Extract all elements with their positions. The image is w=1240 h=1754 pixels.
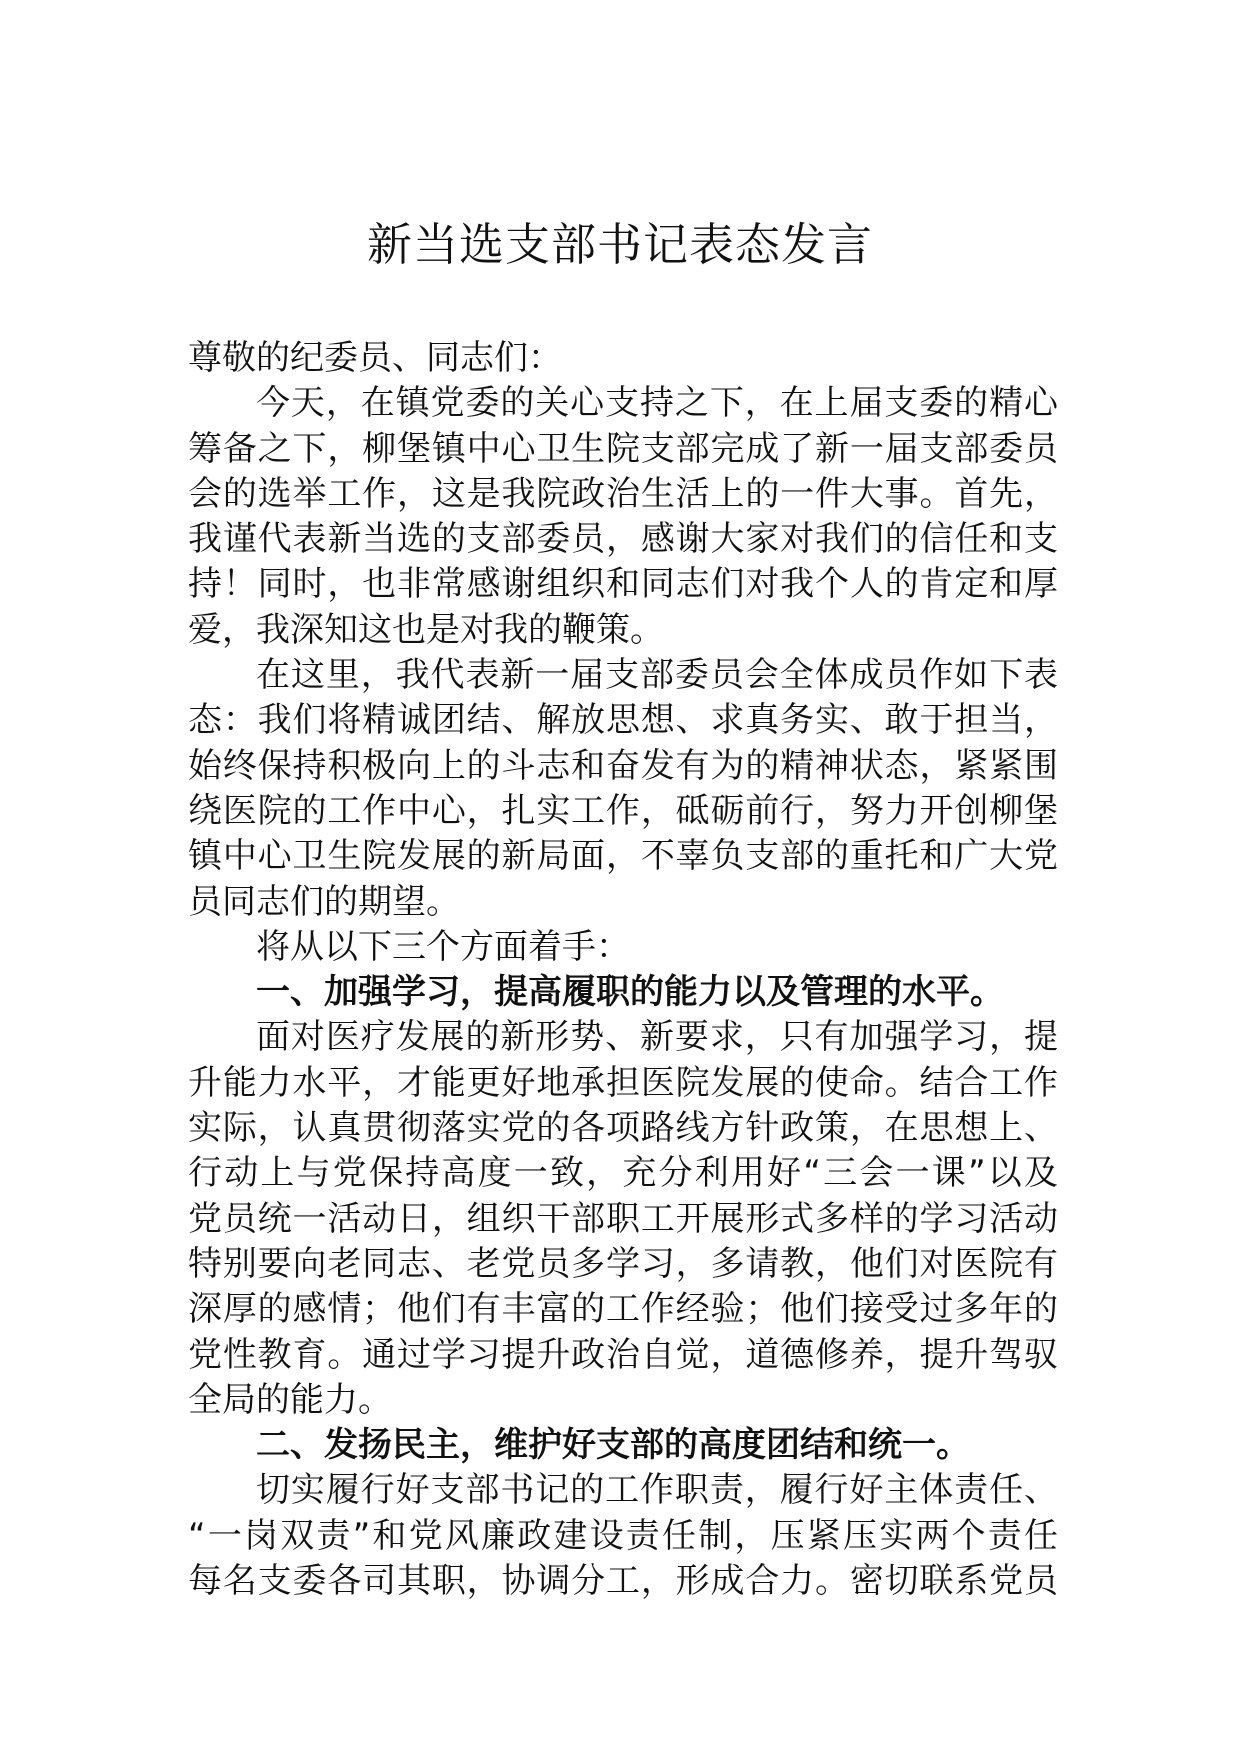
section-heading-line: 一、加强学习，提高履职的能力以及管理的水平。 [256, 972, 1004, 1013]
body-text-line: 绕医院的工作中心，扎实工作，砥砺前行，努力开创柳堡 [188, 790, 1058, 831]
body-text-line: “一岗双责”和党风廉政建设责任制，压紧压实两个责任 [188, 1515, 1058, 1556]
body-text-line: 切实履行好支部书记的工作职责，履行好主体责任、 [256, 1470, 1058, 1511]
body-text-line: 我谨代表新当选的支部委员，感谢大家对我们的信任和支 [188, 519, 1058, 560]
body-text-line: 始终保持积极向上的斗志和奋发有为的精神状态，紧紧围 [188, 745, 1058, 786]
body-text-line: 面对医疗发展的新形势、新要求，只有加强学习，提 [256, 1017, 1058, 1058]
body-text-line: 镇中心卫生院发展的新局面，不辜负支部的重托和广大党 [188, 836, 1058, 877]
document-title: 新当选支部书记表态发言 [366, 218, 873, 271]
body-text-line: 实际，认真贯彻落实党的各项路线方针政策，在思想上、 [188, 1108, 1058, 1149]
body-text-line: 持！同时，也非常感谢组织和同志们对我个人的肯定和厚 [188, 564, 1058, 605]
body-text-line: 筹备之下，柳堡镇中心卫生院支部完成了新一届支部委员 [188, 428, 1058, 469]
body-text-line: 尊敬的纪委员、同志们： [188, 338, 562, 378]
body-text-line: 态：我们将精诚团结、解放思想、求真务实、敢于担当， [188, 700, 1058, 741]
body-text-line: 今天，在镇党委的关心支持之下，在上届支委的精心 [256, 383, 1058, 424]
body-text-line: 特别要向老同志、老党员多学习，多请教，他们对医院有 [188, 1243, 1058, 1284]
body-text-line: 员同志们的期望。 [188, 881, 460, 922]
body-text-line: 将从以下三个方面着手： [256, 926, 630, 967]
body-text-line: 每名支委各司其职，协调分工，形成合力。密切联系党员 [188, 1561, 1058, 1602]
body-text-line: 爱，我深知这也是对我的鞭策。 [188, 609, 664, 650]
body-text-line: 党员统一活动日，组织干部职工开展形式多样的学习活动 [188, 1198, 1058, 1239]
body-text-line: 党性教育。通过学习提升政治自觉，道德修养，提升驾驭 [188, 1334, 1058, 1375]
body-text-line: 升能力水平，才能更好地承担医院发展的使命。结合工作 [188, 1062, 1058, 1103]
body-text-line: 深厚的感情；他们有丰富的工作经验；他们接受过多年的 [188, 1289, 1058, 1330]
body-text-line: 会的选举工作，这是我院政治生活上的一件大事。首先， [188, 473, 1058, 514]
body-text-line: 在这里，我代表新一届支部委员会全体成员作如下表 [256, 655, 1058, 696]
section-heading-line: 二、发扬民主，维护好支部的高度团结和统一。 [256, 1425, 970, 1466]
body-text-line: 全局的能力。 [188, 1379, 392, 1420]
document-body [188, 336, 1058, 1604]
body-text-line: 行动上与党保持高度一致，充分利用好“三会一课”以及 [188, 1153, 1058, 1194]
